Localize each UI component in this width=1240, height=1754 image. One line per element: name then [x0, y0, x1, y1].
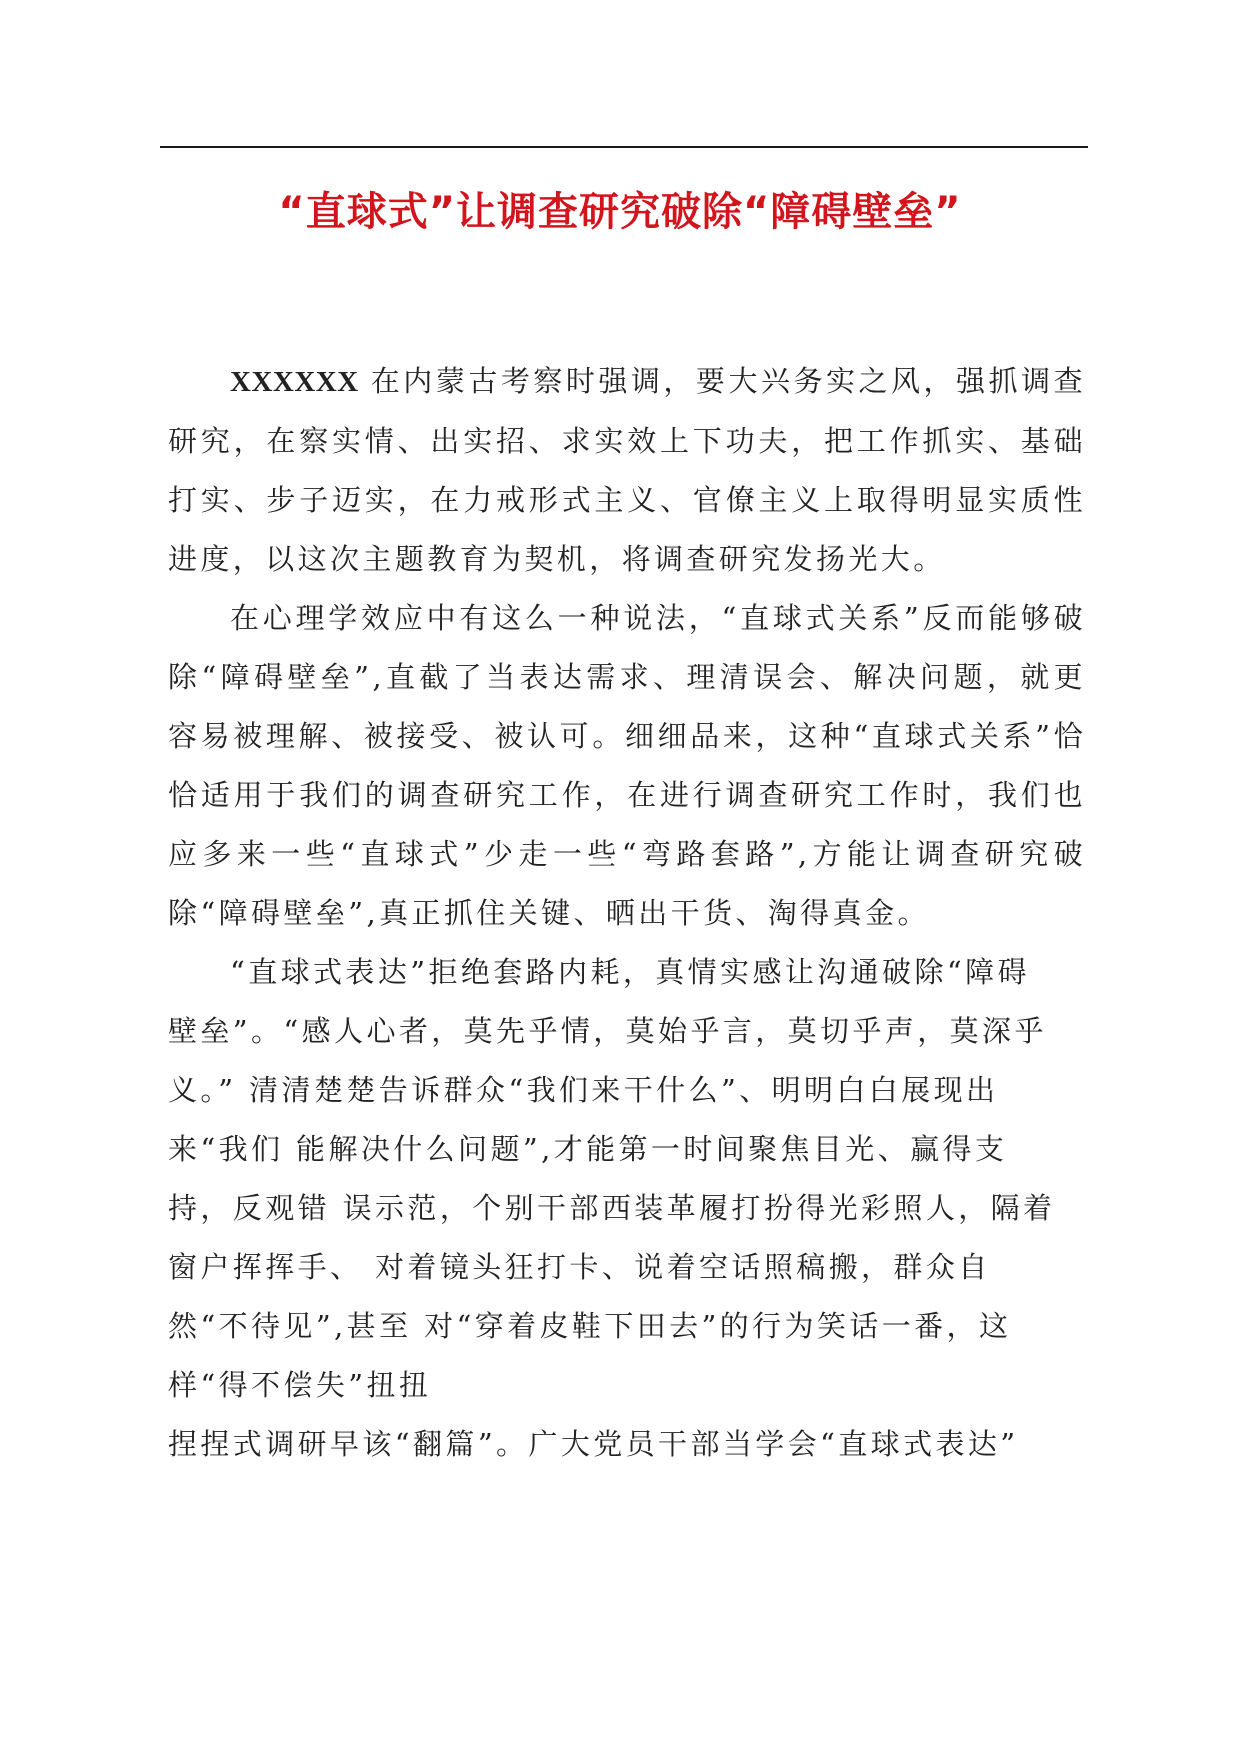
paragraph-3-line: 来“我们 能解决什么问题”,才能第一时间聚焦目光、赢得支 — [168, 1132, 1008, 1166]
paragraph-3-line: 窗户挥挥手、 对着镜头狂打卡、说着空话照稿搬，群众自 — [168, 1250, 991, 1284]
document-title: “直球式”让调查研究破除“障碍壁垒” — [278, 189, 962, 235]
paragraph-3-line: 样“得不偿失”扭扭 — [168, 1368, 432, 1402]
document-body — [168, 352, 1086, 1474]
header-rule — [160, 146, 1088, 148]
paragraph-1-text: 在内蒙古考察时强调，要大兴务实之风，强抓调查研究，在察实情、出实招、求实效上下功夫，把工作抓实、基础打实、步子迈实，在力戒形式主义、官僚主义上取得明显实质性进度，以这次主题教育为契机，将调查研究发扬光大。 — [168, 364, 1086, 576]
paragraph-3 — [168, 943, 1086, 1474]
paragraph-3-line: “直球式表达”拒绝套路内耗，真情实感让沟通破除“障碍 — [230, 955, 1030, 989]
paragraph-2: 在心理学效应中有这么一种说法，“直球式关系”反而能够破除“障碍壁垒”,直截了当表达需求、理清误会、解决问题，就更容易被理解、被接受、被认可。细细品来，这种“直球式关系”恰恰适用于我们的调查研究工作，在进行调查研究工作时，我们也应多来一些“直球式”少走一些“弯路套路”,方能让调查研究破除“障碍壁垒”,真正抓住关键、晒出干货、淘得真金。 — [168, 601, 1086, 930]
paragraph-3-line: 捏捏式调研早该“翻篇”。广大党员干部当学会“直球式表达” — [168, 1427, 1019, 1461]
paragraph-3-line: 然“不待见”,甚至 对“穿着皮鞋下田去”的行为笑话一番，这 — [168, 1309, 1012, 1343]
paragraph-1 — [168, 352, 1086, 589]
paragraph-3-line: 义。” 清清楚楚告诉群众“我们来干什么”、明明白白展现出 — [168, 1073, 999, 1107]
paragraph-3-line: 壁垒”。“感人心者，莫先乎情，莫始乎言，莫切乎声，莫深乎 — [168, 1014, 1047, 1048]
paragraph-3-line: 持，反观错 误示范，个别干部西装革履打扮得光彩照人，隔着 — [168, 1191, 1056, 1225]
person-name: XXXXXX — [230, 366, 359, 398]
